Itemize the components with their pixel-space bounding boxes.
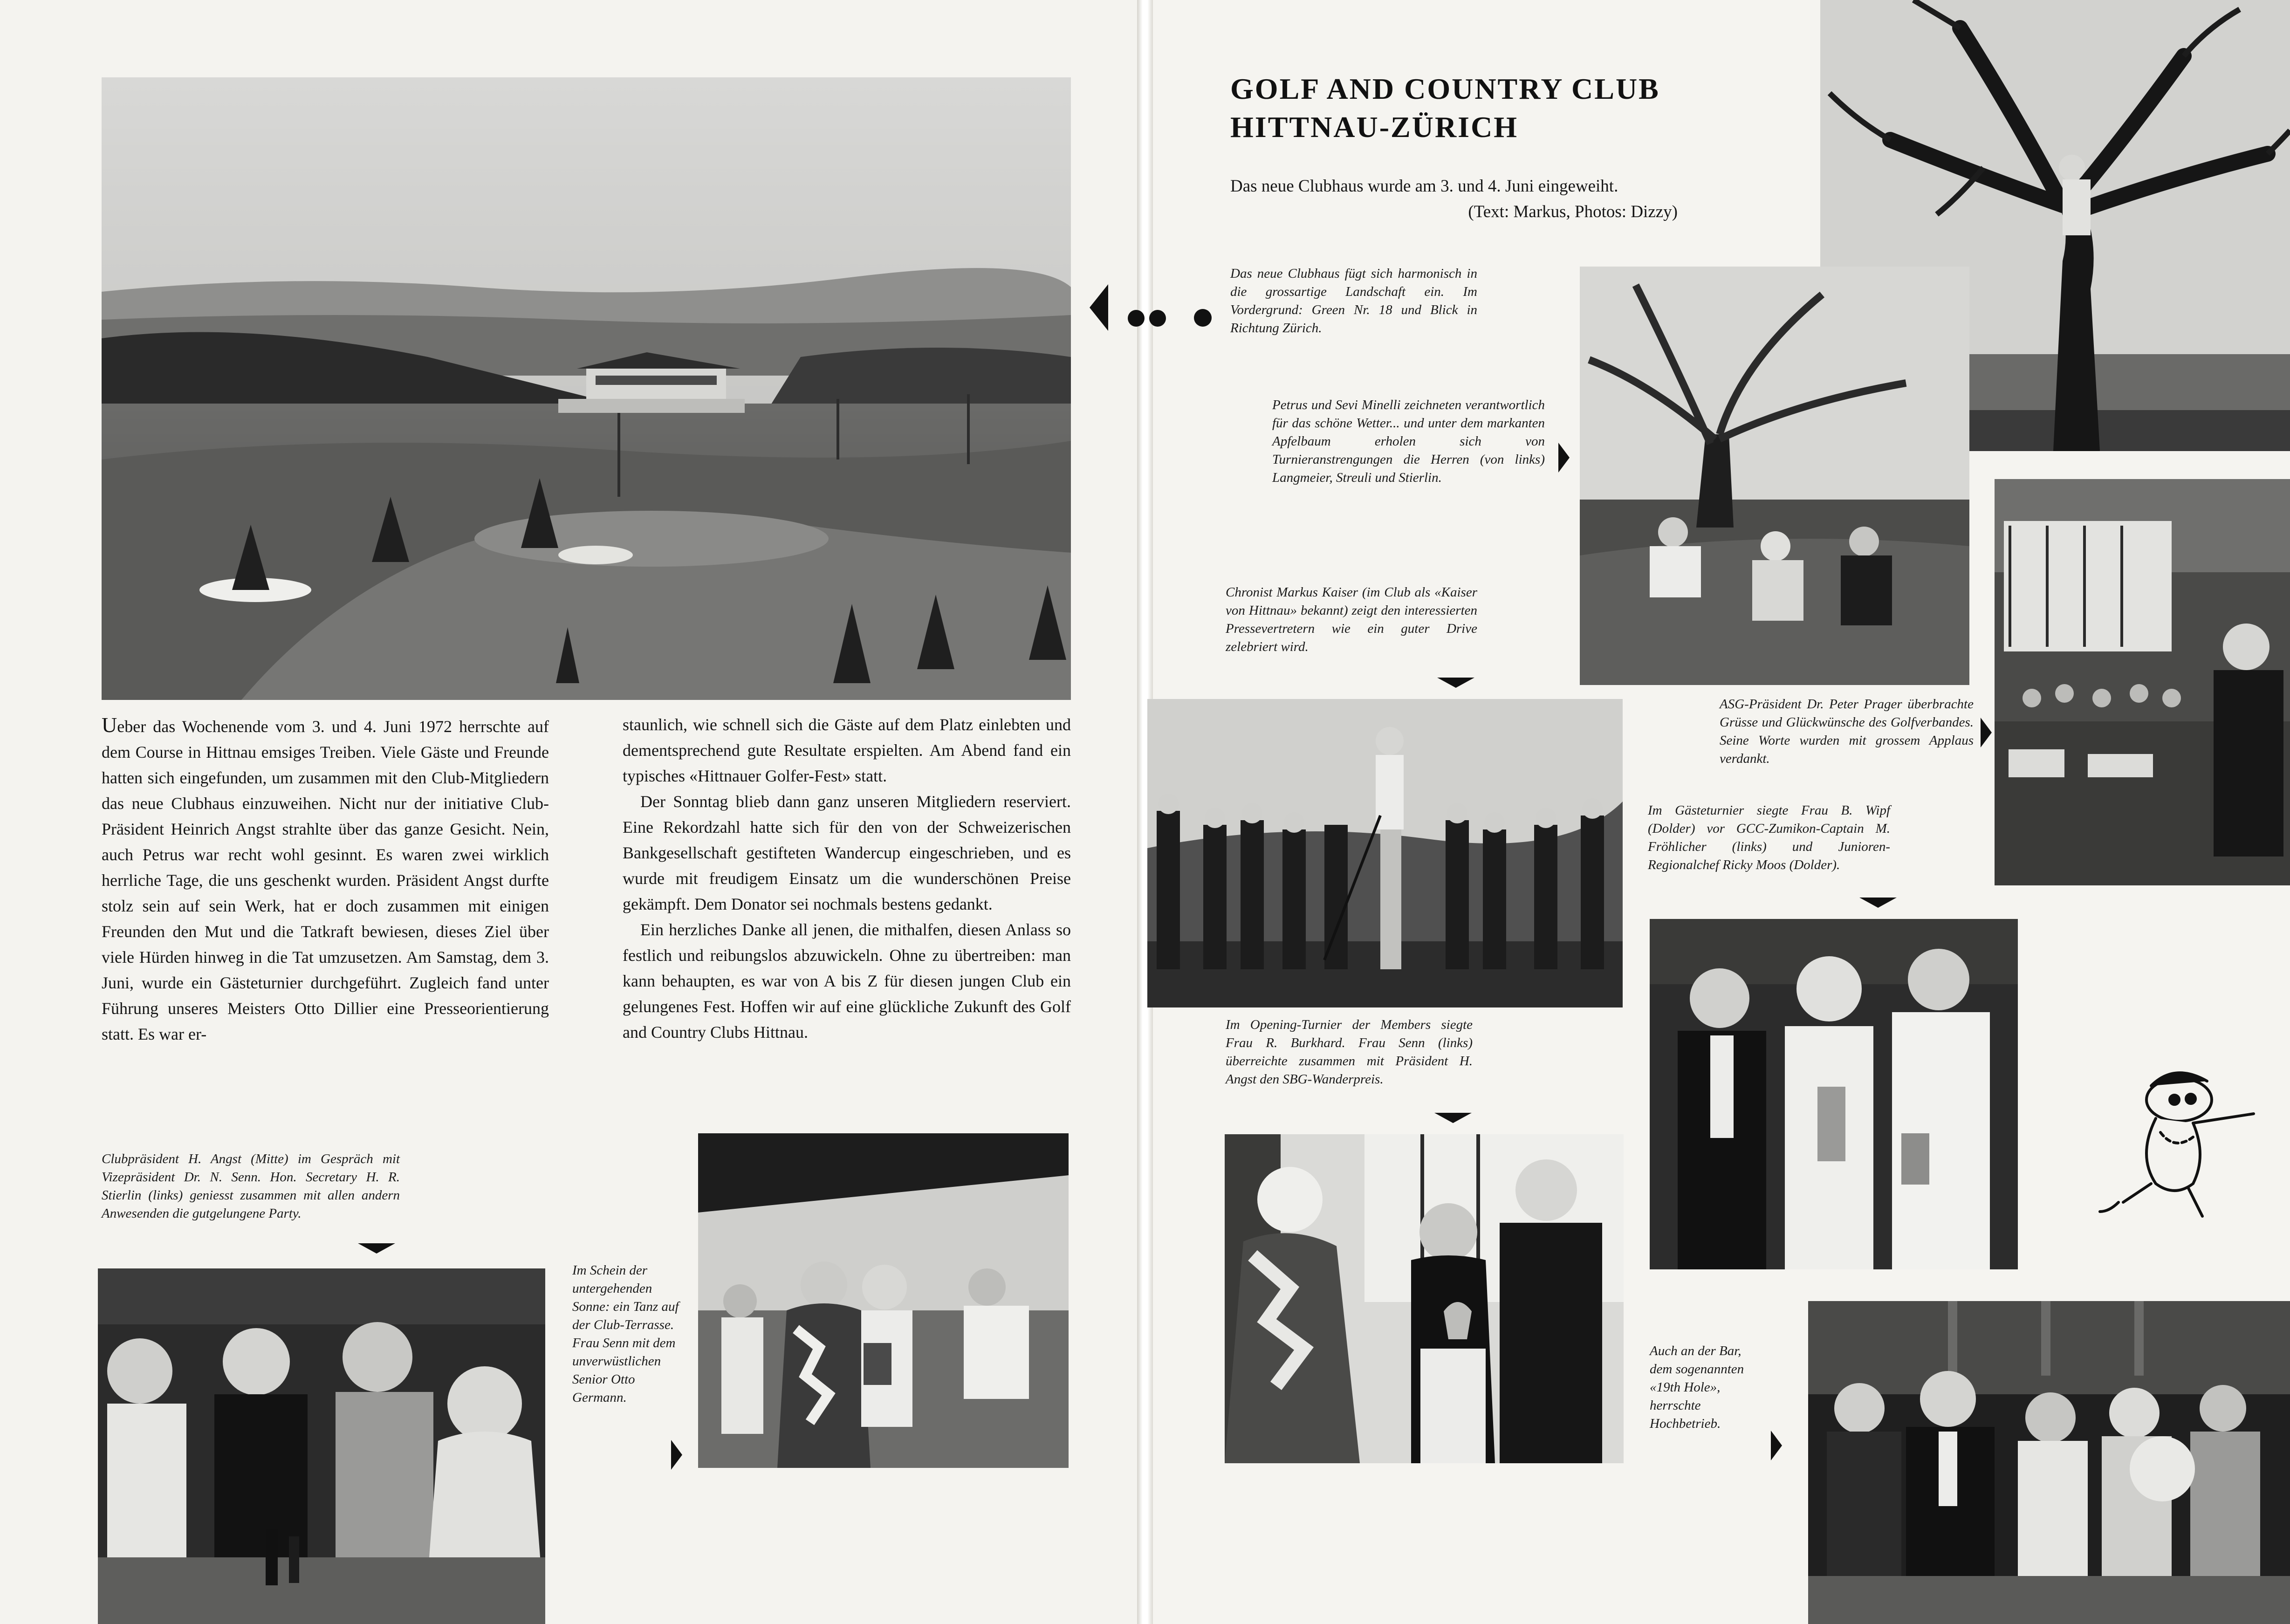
arrow-down-icon-3 — [1859, 898, 1897, 908]
left-triangle-marker-icon — [1090, 284, 1108, 331]
photo-clubhouse-landscape — [102, 77, 1071, 700]
golfer-cartoon-icon — [2081, 1044, 2263, 1230]
trophy-illustration — [1225, 1134, 1624, 1463]
caption-kaiser: Chronist Markus Kaiser (im Club als «Kaiser von Hittnau» bekannt) zeigt den interessierten Pressevertretern wie ein guter Drive zelebriert wird. — [1226, 585, 1477, 654]
dot-marker-icon — [1149, 310, 1166, 327]
arrow-right-icon-3 — [1981, 718, 1992, 747]
landscape-illustration — [102, 77, 1071, 700]
title-line-1: GOLF AND COUNTRY CLUB — [1230, 72, 1660, 105]
apple-tree-illustration — [1580, 267, 1969, 685]
body-paragraph-1: eber das Wochenende vom 3. und 4. Juni 1972 herrschte auf dem Course in Hittnau emsiges Treiben. Viele Gäste und Freunde hatten sich eingefunden, um zusammen mit den Club-Mitgliedern das neue Clubhaus einzuweihen. Nicht nur der initiative Club-Präsident Heinrich Angst strahlte über das ganze Gesicht. Nein, auch Petrus war recht wohl gesinnt. Es waren zwei wirklich herrliche Tage, die uns geschenkt wurden. Präsident Angst durfte stolz sein auf sein Werk, hat er doch zusammen mit einigen Freunden den Mut und die Tatkraft bewiesen, dieses Ziel über viele Hürden hinweg in die Tat umzusetzen. Am Samstag, dem 3. Juni, wurde ein Gästeturnier durchgeführt. Zugleich fand unter Führung unseres Meisters Otto Dillier eine Presseorientierung statt. Es war er- — [102, 717, 549, 1043]
intro-text — [1230, 173, 1678, 225]
dot-marker-icon-2 — [1194, 309, 1212, 327]
arrow-right-icon — [671, 1440, 682, 1470]
winners-illustration — [1650, 919, 2018, 1269]
body-paragraph-2: Der Sonntag blieb dann ganz unseren Mitgliedern reserviert. Eine Rekordzahl hatte sich für den von der Schweizerischen Bankgesellschaft gestifteten Wandercup eingeschrieben, und es wurde mit freudigem Einsatz um die wunderschönen Preise gekämpft. Dem Donator sei nochmals bestens gedankt. — [623, 792, 1071, 913]
photo-guest-tournament — [1650, 919, 2018, 1269]
bar-illustration — [1808, 1301, 2290, 1624]
photo-drive-demo — [1147, 699, 1623, 1007]
photo-terrace-dance — [698, 1133, 1069, 1468]
dropcap: U — [102, 713, 117, 737]
caption-clubhouse: Das neue Clubhaus fügt sich harmonisch in die grossartige Landschaft ein. Im Vordergrund: Green Nr. 18 und Blick in Richtung Zürich. — [1230, 266, 1477, 336]
arrow-down-icon-4 — [1434, 1113, 1472, 1123]
body-paragraph-1-cont: staunlich, wie schnell sich die Gäste auf dem Platz einlebten und dementsprechend gute Resultate erspielten. Am Abend fand ein typisches «Hittnauer Golfer-Fest» statt. — [623, 715, 1071, 785]
caption-bar: Auch an der Bar, dem sogenannten «19th Hole», herrschte Hochbetrieb. — [1650, 1343, 1744, 1431]
arrow-down-icon — [358, 1243, 395, 1254]
caption-opening-tournament: Im Opening-Turnier der Members siegte Frau R. Burkhard. Frau Senn (links) überreichte zusammen mit Präsident H. Angst den SBG-Wanderpreis. — [1226, 1017, 1473, 1087]
article-body-column-2 — [623, 712, 1071, 1045]
drive-illustration — [1147, 699, 1623, 1007]
arrow-right-icon-4 — [1771, 1431, 1782, 1460]
page-title — [1230, 70, 1660, 146]
party-illustration — [98, 1268, 545, 1624]
photo-president-party — [98, 1268, 545, 1624]
intro-sentence: Das neue Clubhaus wurde am 3. und 4. Juni eingeweiht. — [1230, 177, 1618, 196]
body-paragraph-3: Ein herzliches Danke all jenen, die mithalfen, diesen Anlass so festlich und reibungslos abzuwickeln. Ohne zu übertreiben: man kann behaupten, es war von A bis Z für diesen jungen Club ein gelungenes Fest. Hoffen wir auf eine glückliche Zukunft des Golf and Country Clubs Hittnau. — [623, 920, 1071, 1042]
two-dot-marker-icon — [1128, 310, 1145, 327]
photo-apple-tree — [1580, 267, 1969, 685]
photo-bar-19th-hole — [1808, 1301, 2290, 1624]
caption-president-party: Clubpräsident H. Angst (Mitte) im Gespräch mit Vizepräsident Dr. N. Senn. Hon. Secretary H. R. Stierlin (links) geniesst zusammen mit allen andern Anwesenden die gutgelungene Party. — [102, 1151, 400, 1221]
title-line-2: HITTNAU-ZÜRICH — [1230, 110, 1519, 144]
arrow-right-icon-2 — [1558, 443, 1570, 473]
caption-terrace-dance: Im Schein der untergehenden Sonne: ein Tanz auf der Club-Terrasse. Frau Senn mit dem unverwüstlichen Senior Otto Germann. — [572, 1263, 679, 1405]
arrow-down-icon-2 — [1437, 678, 1474, 688]
photo-opening-tournament — [1225, 1134, 1624, 1463]
photo-credit: (Text: Markus, Photos: Dizzy) — [1468, 202, 1678, 221]
dance-illustration — [698, 1133, 1069, 1468]
photo-prager-speech — [1995, 479, 2290, 885]
caption-apple-tree: Petrus und Sevi Minelli zeichneten verantwortlich für das schöne Wetter... und unter dem markanten Apfelbaum erholen sich von Turnieranstrengungen die Herren (von links) Langmeier, Streuli und Stierlin. — [1272, 397, 1545, 485]
caption-prager: ASG-Präsident Dr. Peter Prager überbrachte Grüsse und Glückwünsche des Golfverbandes. Seine Worte wurden mit grossem Applaus verdankt. — [1720, 697, 1974, 766]
caption-guest-tournament: Im Gästeturnier siegte Frau B. Wipf (Dolder) vor GCC-Zumikon-Captain M. Fröhlicher (links) und Junioren-Regionalchef Ricky Moos (Dolder). — [1648, 803, 1890, 872]
speech-illustration — [1995, 479, 2290, 885]
article-body-column-1 — [102, 712, 549, 1047]
